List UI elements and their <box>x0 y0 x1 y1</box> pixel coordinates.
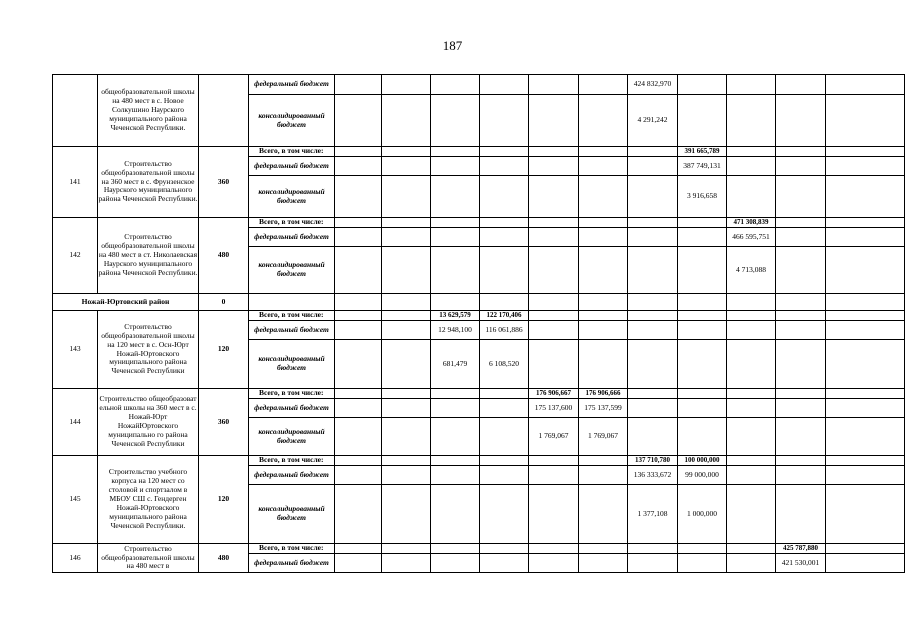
value-cell: 1 769,067 <box>529 418 579 456</box>
value-cell: 100 000,000 <box>678 456 727 466</box>
value-cell: 122 170,406 <box>480 311 529 321</box>
source-total: Всего, в том числе: <box>249 544 335 554</box>
value-cell: 176 906,667 <box>529 389 579 399</box>
value-cell: 99 000,000 <box>678 466 727 485</box>
value-cell: 425 787,880 <box>776 544 826 554</box>
value-cell: 175 137,600 <box>529 399 579 418</box>
source-federal: федеральный бюджет <box>249 75 335 95</box>
source-federal: федеральный бюджет <box>249 321 335 340</box>
table-row <box>53 218 905 228</box>
object-name: Строительство общеобразовательной школы на 360 мест в с. Фрунзенское Наурского муниципального района Чеченской Республики. <box>98 147 199 218</box>
value-cell: 6 108,520 <box>480 340 529 389</box>
row-number <box>53 75 98 147</box>
district-name: Ножай-Юртовский район <box>53 294 199 311</box>
value-cell: 176 906,666 <box>579 389 628 399</box>
capacity: 360 <box>199 389 249 456</box>
capacity: 120 <box>199 311 249 389</box>
row-number: 145 <box>53 456 98 544</box>
table-row <box>53 311 905 321</box>
source-total: Всего, в том числе: <box>249 389 335 399</box>
source-total: Всего, в том числе: <box>249 311 335 321</box>
source-federal: федеральный бюджет <box>249 157 335 176</box>
object-name: Строительство общеобразовательной школы на 120 мест в с. Осн-Юрт Ножай-Юртовского муниципального района Чеченской Республики <box>98 311 199 389</box>
value-cell: 12 948,100 <box>431 321 480 340</box>
source-total: Всего, в том числе: <box>249 218 335 228</box>
value-cell: 1 769,067 <box>579 418 628 456</box>
source-federal: федеральный бюджет <box>249 399 335 418</box>
value-cell: 421 530,001 <box>776 554 826 573</box>
row-number: 144 <box>53 389 98 456</box>
value-cell: 175 137,599 <box>579 399 628 418</box>
row-number: 146 <box>53 544 98 573</box>
value-cell: 116 061,886 <box>480 321 529 340</box>
value-cell: 466 595,751 <box>727 228 776 247</box>
object-name: Строительство общеобразоват ельной школы на 360 мест в с. Ножай-Юрт НожайЮртовского муниципально го района Чеченской Республики <box>98 389 199 456</box>
capacity: 480 <box>199 218 249 294</box>
value-cell: 4 291,242 <box>628 95 678 147</box>
value-cell: 681,479 <box>431 340 480 389</box>
source-federal: федеральный бюджет <box>249 228 335 247</box>
value-cell: 471 308,839 <box>727 218 776 228</box>
district-row <box>53 294 905 311</box>
capacity: 480 <box>199 544 249 573</box>
object-name: Строительство учебного корпуса на 120 мест со столовой и спортзалом в МБОУ СШ с. Гендерген Ножай-Юртовского муниципального района Чеченской Республики. <box>98 456 199 544</box>
table-row <box>53 147 905 157</box>
table-row <box>53 544 905 554</box>
row-number: 142 <box>53 218 98 294</box>
value-cell: 3 916,658 <box>678 176 727 218</box>
source-consolidated: консолидированный бюджет <box>249 340 335 389</box>
source-total: Всего, в том числе: <box>249 147 335 157</box>
source-consolidated: консолидированный бюджет <box>249 418 335 456</box>
source-federal: федеральный бюджет <box>249 466 335 485</box>
source-consolidated: консолидированный бюджет <box>249 95 335 147</box>
source-consolidated: консолидированный бюджет <box>249 247 335 294</box>
source-total: Всего, в том числе: <box>249 456 335 466</box>
source-consolidated: консолидированный бюджет <box>249 176 335 218</box>
value-cell: 391 665,789 <box>678 147 727 157</box>
object-name: Строительство общеобразовательной школы на 480 мест в ст. Николаевская Наурского муниципального района Чеченской Республики. <box>98 218 199 294</box>
value-cell: 1 000,000 <box>678 485 727 544</box>
table-row <box>53 75 905 95</box>
capacity <box>199 75 249 147</box>
row-number: 143 <box>53 311 98 389</box>
value-cell: 424 832,970 <box>628 75 678 95</box>
row-number: 141 <box>53 147 98 218</box>
table-row <box>53 389 905 399</box>
object-name: Строительство общеобразовательной школы на 480 мест в <box>98 544 199 573</box>
table-row <box>53 456 905 466</box>
value-cell: 137 710,780 <box>628 456 678 466</box>
page-number: 187 <box>442 38 463 53</box>
value-cell: 387 749,131 <box>678 157 727 176</box>
value-cell: 13 629,579 <box>431 311 480 321</box>
value-cell: 136 333,672 <box>628 466 678 485</box>
value-cell: 4 713,088 <box>727 247 776 294</box>
capacity: 120 <box>199 456 249 544</box>
source-federal: федеральный бюджет <box>249 554 335 573</box>
budget-table <box>52 74 905 573</box>
district-value: 0 <box>199 294 249 311</box>
capacity: 360 <box>199 147 249 218</box>
source-consolidated: консолидированный бюджет <box>249 485 335 544</box>
object-name: общеобразовательной школы на 480 мест в с. Новое Солкушино Наурского муниципального района Чеченской Республики. <box>98 75 199 147</box>
value-cell: 1 377,108 <box>628 485 678 544</box>
